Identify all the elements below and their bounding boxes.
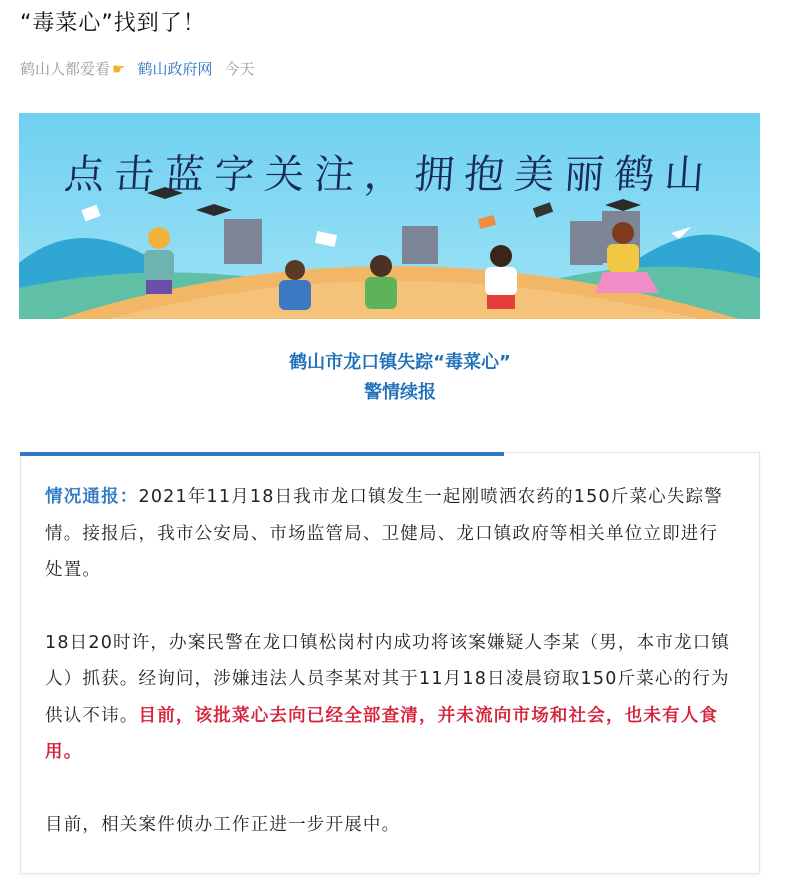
arrest-text: 18日20时许，办案民警在龙口镇松岗村内成功将该案嫌疑人李某（男，本市龙口镇人）抓获。经询问，涉嫌违法人员李某对其于11月18日凌晨窃取150斤菜心的行为供认不讳。: [45, 632, 731, 726]
account-link[interactable]: 鹤山政府网: [137, 60, 213, 78]
publish-date: 今天: [224, 60, 255, 78]
pointing-hand-icon: ☛: [112, 59, 126, 78]
paragraph-status: [45, 807, 735, 844]
situation-label: 情况通报：: [45, 487, 139, 507]
paragraph-situation: [45, 479, 735, 589]
article-title: “毒菜心”找到了！: [20, 11, 206, 36]
banner-slogan: 点击蓝字关注，拥抱美丽鹤山: [62, 152, 716, 198]
paragraph-arrest: [45, 625, 735, 771]
report-heading: [0, 348, 800, 408]
report-body: [45, 479, 735, 879]
author-name[interactable]: 鹤山人都爱看: [20, 60, 111, 78]
report-card: [20, 452, 760, 874]
card-accent-bar: [20, 452, 504, 456]
arrest-highlight: 目前，该批菜心去向已经全部查清，并未流向市场和社会，也未有人食用。: [45, 705, 719, 762]
situation-text: 2021年11月18日我市龙口镇发生一起刚喷洒农药的150斤菜心失踪警情。接报后，我市公安局、市场监管局、卫健局、龙口镇政府等相关单位立即进行处置。: [45, 487, 723, 580]
report-heading-line2: 警情续报: [364, 382, 436, 403]
status-text: 目前，相关案件侦办工作正进一步开展中。: [45, 814, 401, 835]
follow-banner[interactable]: [19, 113, 760, 319]
report-heading-line1: 鹤山市龙口镇失踪“毒菜心”: [289, 352, 511, 373]
article-meta: [20, 58, 255, 79]
